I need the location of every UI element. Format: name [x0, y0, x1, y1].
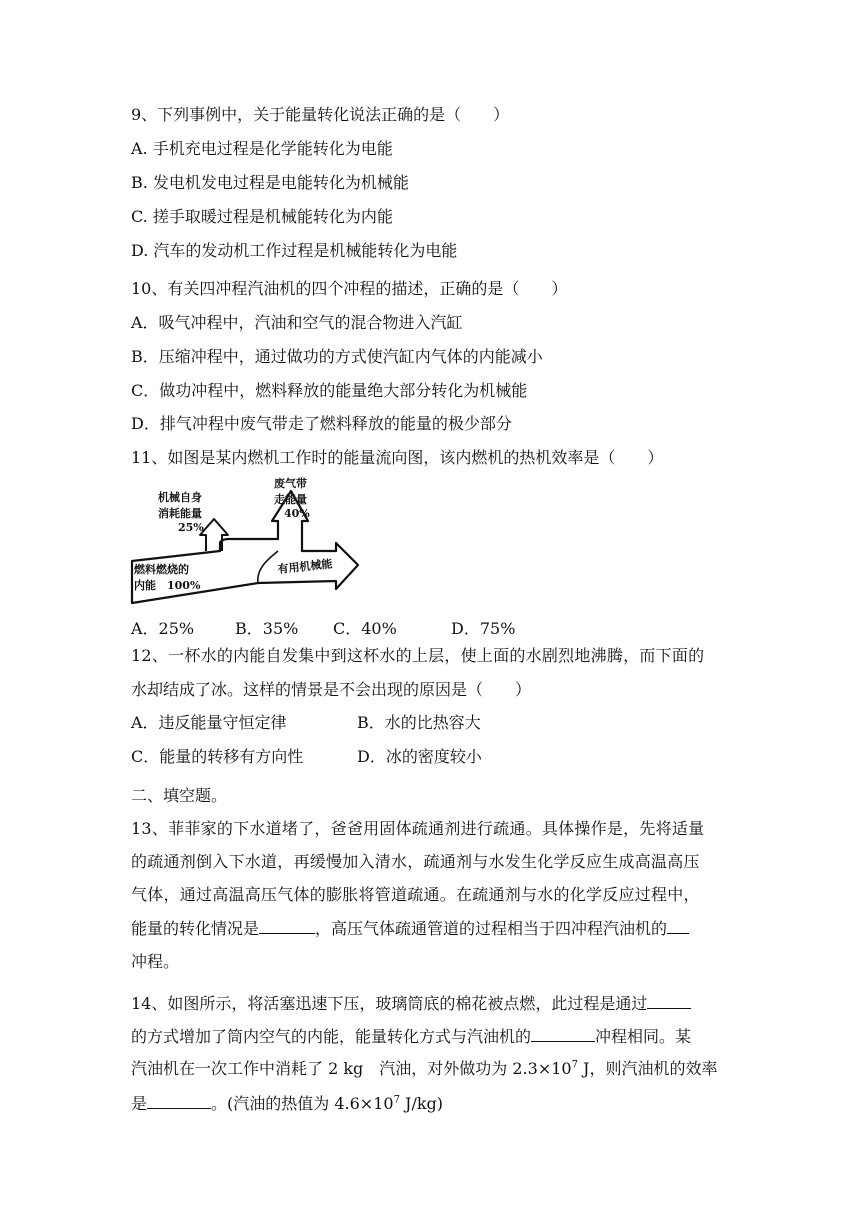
q14-line3-text-b: J，则汽油机的效率: [577, 1059, 718, 1078]
diagram-label-output: 有用机械能: [276, 557, 334, 576]
q13-line4-text-a: 能量的转化情况是: [131, 919, 260, 938]
q10-option-a: A．吸气冲程中，汽油和空气的混合物进入汽缸: [131, 313, 463, 332]
q14-blank-efficiency[interactable]: [147, 1092, 211, 1109]
q14-line4-text-c: J/kg): [399, 1094, 444, 1113]
q14-line1-text: 14、如图所示，将活塞迅速下压，玻璃筒底的棉花被点燃，此过程是通过: [131, 994, 648, 1013]
loss-arrow-mechanical: [200, 519, 228, 551]
diagram-label-loss2-line1: 废气带: [274, 477, 307, 490]
diagram-label-input-line2: 内能 100%: [134, 579, 201, 592]
q13-blank-stroke[interactable]: [667, 917, 689, 934]
q12-option-d: D．冰的密度较小: [357, 747, 482, 766]
section-heading: 二、填空题。: [131, 786, 228, 805]
q10-option-b: B．压缩冲程中，通过做功的方式使汽缸内气体的内能减小: [131, 347, 543, 366]
diagram-label-input-line1: 燃料燃烧的: [134, 563, 189, 576]
q9-stem: 9、下列事例中，关于能量转化说法正确的是（ ）: [131, 105, 510, 124]
diagram-label-loss2-line2: 走能量: [274, 493, 307, 506]
energy-flow-diagram: [128, 477, 360, 609]
q14-line2-text-a: 的方式增加了筒内空气的内能，能量转化方式与汽油机的: [131, 1027, 532, 1046]
q14-line2: [131, 1025, 691, 1048]
q12-options-row2: [131, 746, 482, 768]
q13-line3: 气体，通过高温高压气体的膨胀将管道疏通。在疏通剂与水的化学反应过程中，: [131, 885, 700, 904]
diagram-label-loss2-pct: 40%: [284, 507, 310, 520]
q9-option-b: B. 发电机发电过程是电能转化为机械能: [131, 173, 409, 192]
q9-option-d: D. 汽车的发动机工作过程是机械能转化为电能: [131, 241, 458, 260]
q14-line4: [131, 1092, 443, 1115]
q12-option-a: A．违反能量守恒定律: [131, 713, 287, 732]
q12-options-row1: [131, 712, 481, 734]
q14-blank-method[interactable]: [647, 992, 691, 1009]
q9-option-a: A. 手机充电过程是化学能转化为电能: [131, 139, 393, 158]
diagram-label-loss1-line1: 机械自身: [158, 491, 202, 504]
q13-line4: [131, 917, 689, 940]
diagram-label-loss1-line2: 消耗能量: [158, 507, 202, 520]
q14-line3: [131, 1058, 717, 1080]
q13-blank-energy-conversion[interactable]: [259, 917, 315, 934]
q13-line1: 13、菲菲家的下水道堵了，爸爸用固体疏通剂进行疏通。具体操作是，先将适量: [131, 819, 705, 838]
q13-line4-text-b: ，高压气体疏通管道的过程相当于四冲程汽油机的: [315, 919, 668, 938]
q11-option-c: C．40%: [333, 619, 397, 638]
q14-line1: [131, 992, 691, 1015]
q14-line3-text-a: 汽油机在一次工作中消耗了 2 kg 汽油，对外做功为 2.3×10: [131, 1059, 572, 1078]
q12-option-c: C．能量的转移有方向性: [131, 747, 304, 766]
q11-option-d: D．75%: [451, 619, 516, 638]
q14-line2-text-b: 冲程相同。某: [595, 1027, 692, 1046]
q10-option-c: C．做功冲程中，燃料释放的能量绝大部分转化为机械能: [131, 381, 528, 400]
q12-stem-line2: 水却结成了冰。这样的情景是不会出现的原因是（ ）: [131, 680, 532, 699]
q13-line2: 的疏通剂倒入下水道，再缓慢加入清水，疏通剂与水发生化学反应生成高温高压: [131, 852, 700, 871]
q14-blank-stroke[interactable]: [531, 1025, 595, 1042]
q11-option-b: B．35%: [235, 619, 299, 638]
q11-options: [131, 618, 515, 640]
q14-line4-text-b: 。(汽油的热值为 4.6×10: [211, 1094, 394, 1113]
q11-stem: 11、如图是某内燃机工作时的能量流向图，该内燃机的热机效率是（ ）: [131, 448, 664, 467]
q11-option-a: A．25%: [131, 619, 195, 638]
q14-line3-exponent: 7: [571, 1059, 578, 1071]
q10-option-d: D．排气冲程中废气带走了燃料释放的能量的极少部分: [131, 414, 512, 433]
q12-option-b: B．水的比热容大: [357, 713, 481, 732]
q12-stem-line1: 12、一杯水的内能自发集中到这杯水的上层，使上面的水剧烈地沸腾，而下面的: [131, 646, 705, 665]
q9-option-c: C. 搓手取暖过程是机械能转化为内能: [131, 207, 393, 226]
q14-line4-exponent: 7: [393, 1094, 400, 1106]
q13-line5: 冲程。: [131, 952, 180, 971]
q14-line4-text-a: 是: [131, 1094, 148, 1113]
q10-stem: 10、有关四冲程汽油机的四个冲程的描述，正确的是（ ）: [131, 279, 568, 298]
diagram-label-loss1-pct: 25%: [178, 521, 204, 534]
